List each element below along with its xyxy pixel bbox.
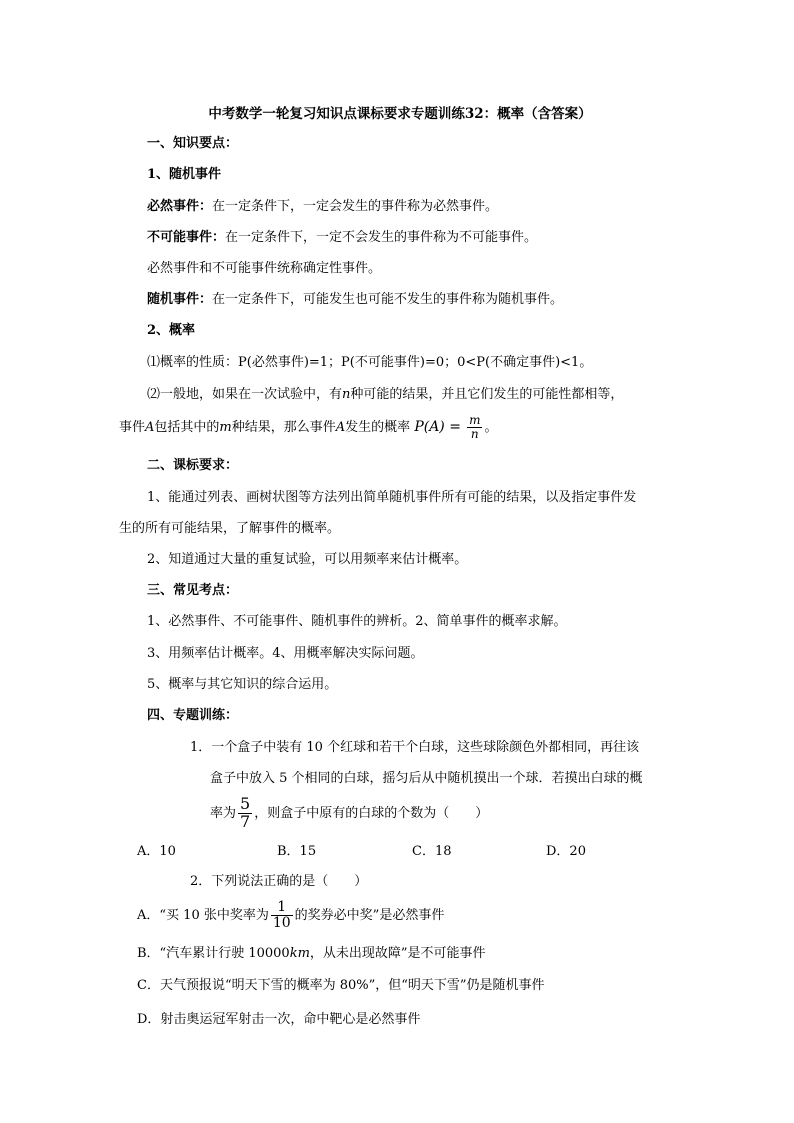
- q1-option-a: A．10: [137, 844, 176, 859]
- question-2: 2．下列说法正确的是（ ）: [190, 874, 368, 889]
- key-point-2: 3、用频率估计概率。4、用概率解决实际问题。: [147, 646, 424, 661]
- term-label: 随机事件：: [147, 292, 213, 307]
- probability-formula: P(A) =: [414, 419, 461, 435]
- subsection-random-events: 1、随机事件: [147, 167, 222, 182]
- section-4-heading: 四、专题训练：: [147, 708, 239, 723]
- random-event-definition: [147, 291, 563, 309]
- q2-option-d: D．射击奥运冠军射击一次，命中靶心是必然事件: [137, 1012, 421, 1027]
- fraction-5-over-7: $\frac{5}{7}$: [240, 794, 251, 831]
- impossible-event-definition: [147, 229, 537, 247]
- fraction-1-over-10: $\frac{1}{10}$: [272, 899, 291, 931]
- requirement-2: 2、知道通过大量的重复试验，可以用频率来估计概率。: [147, 552, 468, 567]
- term-label: 必然事件：: [147, 199, 213, 214]
- requirement-1-line2: 生的所有可能结果，了解事件的概率。: [119, 521, 341, 536]
- probability-properties: ⑴概率的性质：P(必然事件)=1；P(不可能事件)=0；0<P(不确定事件)<1。: [147, 355, 593, 370]
- key-point-1: 1、必然事件、不可能事件、随机事件的辨析。2、简单事件的概率求解。: [147, 614, 567, 629]
- fraction-m-over-n: $\frac{m}{n}$: [469, 413, 481, 441]
- section-3-heading: 三、常见考点：: [147, 583, 239, 598]
- question-1-line3: 率为 $\frac{5}{7}$ ，则盒子中原有的白球的个数为（ ）: [210, 794, 489, 831]
- requirement-1-line1: 1、能通过列表、画树状图等方法列出简单随机事件所有可能的结果，以及指定事件发: [147, 490, 637, 505]
- q1-option-c: C．18: [412, 844, 452, 859]
- term-text: 在一定条件下，可能发生也可能不发生的事件称为随机事件。: [212, 292, 564, 307]
- q2-option-a: A．“买 10 张中奖率为 $\frac{1}{10}$ 的奖券必中奖”是必然事件: [137, 899, 445, 931]
- probability-definition-line1: ⑵一般地，如果在一次试验中，有n种可能的结果，并且它们发生的可能性都相等，: [147, 387, 624, 402]
- term-label: 不可能事件：: [147, 230, 226, 245]
- certain-event-definition: [147, 198, 498, 216]
- question-1-line2: 盒子中放入 5 个相同的白球，摇匀后从中随机摸出一个球．若摸出白球的概: [210, 771, 643, 786]
- probability-definition-line2: 事件A包括其中的m种结果，那么事件A发生的概率 P(A) = $\frac{m}{n}$ 。: [119, 413, 498, 441]
- section-2-heading: 二、课标要求：: [147, 458, 239, 473]
- subsection-probability: 2、概率: [147, 323, 196, 338]
- q1-option-d: D．20: [546, 844, 586, 859]
- q2-option-b: B．“汽车累计行驶 10000km，从未出现故障”是不可能事件: [137, 946, 486, 961]
- q1-option-b: B．15: [277, 844, 317, 859]
- section-1-heading: 一、知识要点：: [147, 136, 239, 151]
- question-1-line1: 1．一个盒子中装有 10 个红球和若干个白球，这些球除颜色外都相同，再往该: [190, 740, 640, 755]
- key-point-3: 5、概率与其它知识的综合运用。: [147, 677, 338, 692]
- term-text: 在一定条件下，一定会发生的事件称为必然事件。: [212, 199, 499, 214]
- deterministic-note: 必然事件和不可能事件统称确定性事件。: [147, 261, 382, 276]
- q2-option-c: C．天气预报说“明天下雪的概率为 80%”，但“明天下雪”仍是随机事件: [137, 978, 545, 993]
- page-title: 中考数学一轮复习知识点课标要求专题训练32：概率（含答案）: [208, 106, 592, 122]
- term-text: 在一定条件下，一定不会发生的事件称为不可能事件。: [225, 230, 538, 245]
